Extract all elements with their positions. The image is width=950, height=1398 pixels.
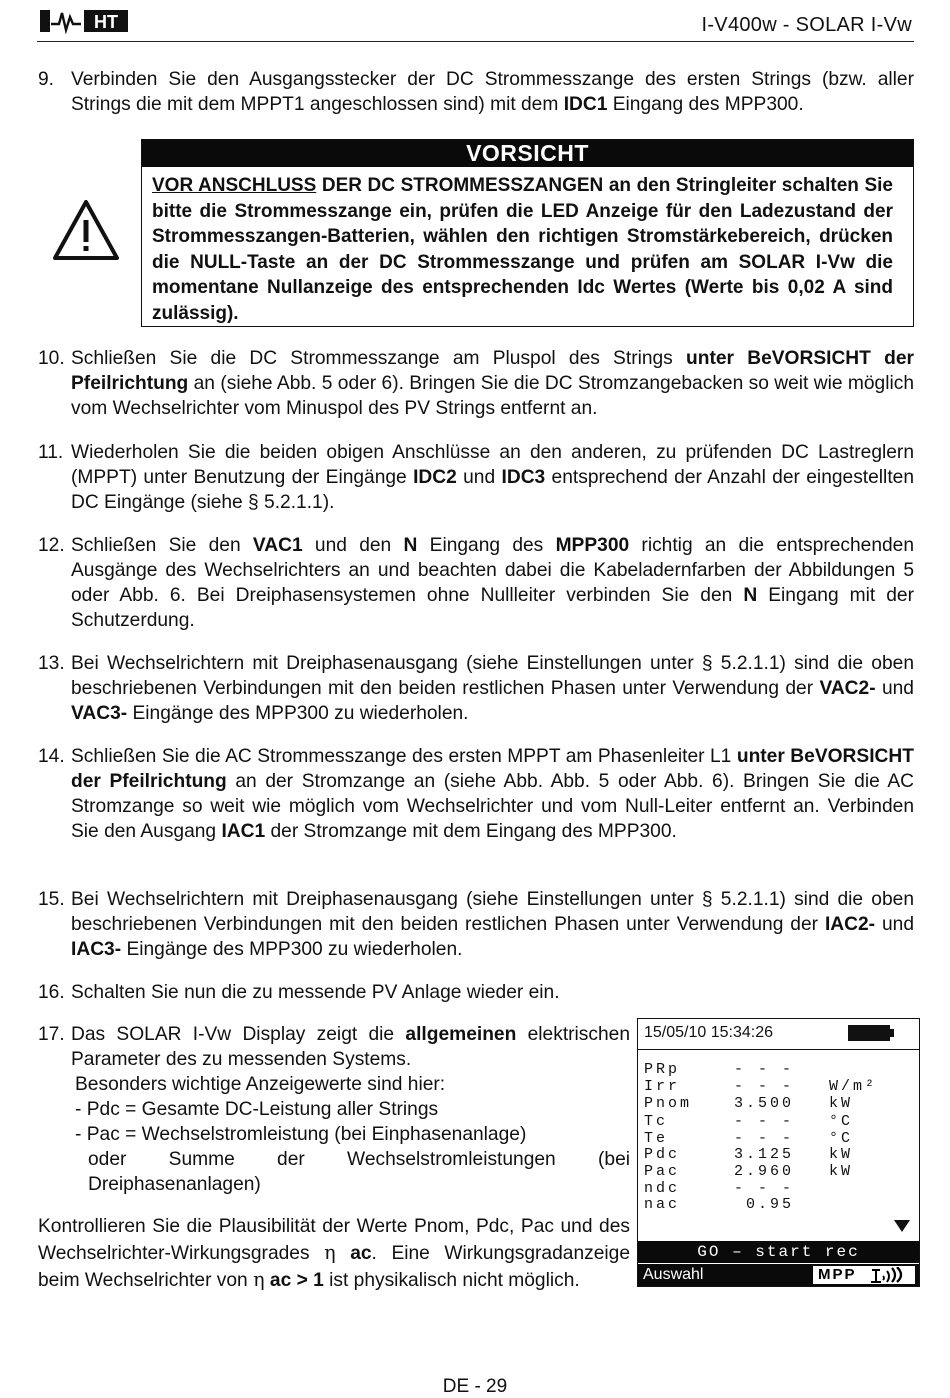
row-value: - - - (734, 1180, 795, 1197)
step-text: Schließen Sie den (71, 535, 253, 556)
row-label: Pdc (644, 1146, 681, 1163)
plausibility-paragraph (38, 1214, 630, 1294)
step-17 (38, 1022, 630, 1197)
row-value: 3.500 (734, 1095, 795, 1112)
step-emphasis: IAC2- (824, 914, 876, 935)
step-emphasis: IDC2 (413, 467, 457, 488)
step-emphasis: IDC1 (563, 94, 608, 115)
row-unit: kW (829, 1163, 854, 1180)
eta-symbol: η (324, 1241, 336, 1264)
step-emphasis: N (743, 585, 758, 606)
step-number: 11. (38, 442, 64, 463)
row-value: - - - (734, 1130, 795, 1147)
step-number: 16. (38, 982, 65, 1003)
row-label: PRp (644, 1061, 681, 1078)
radio-signal-icon (868, 1267, 912, 1283)
row-label: Te (644, 1130, 669, 1147)
row-label: Pac (644, 1163, 681, 1180)
step-emphasis: MPP300 (555, 535, 630, 556)
step-text: Eingänge des MPP300 zu wiederholen. (127, 703, 469, 724)
paragraph-emphasis: ac (350, 1243, 372, 1264)
step-text: und (875, 678, 914, 699)
step-text: Schließen Sie die AC Strommesszange des ersten MPPT am Phasenleiter L1 (71, 746, 737, 767)
step-text: und den (302, 535, 404, 556)
step-text: und (875, 914, 914, 935)
battery-icon (847, 1024, 895, 1042)
step-number: 12. (38, 535, 65, 556)
row-unit: °C (829, 1113, 854, 1130)
step-text: Das SOLAR I-Vw Display zeigt die (71, 1024, 406, 1045)
step-13 (38, 651, 914, 726)
page-number: DE - 29 (442, 1376, 508, 1397)
display-divider (638, 1049, 919, 1050)
step-text: entsprechend der Anzahl der eingestellten DC Eingänge (siehe § 5.2.1.1). (71, 467, 914, 513)
step-text: Bei Wechselrichtern mit Dreiphasenausgang (siehe Einstellungen unter § 5.2.1.1) sind die oben beschriebenen Verbindungen mit den beiden restlichen Phasen unter Verwendung der (71, 653, 914, 699)
row-label: ndc (644, 1180, 681, 1197)
logo-text: HT (94, 12, 118, 32)
ht-logo (37, 8, 130, 34)
caution-underlined: VOR ANSCHLUSS (152, 175, 317, 196)
step-emphasis: IAC3- (71, 939, 122, 960)
paragraph-text: ist physikalisch nicht möglich. (323, 1270, 580, 1291)
go-start-rec-bar[interactable]: GO – start rec (638, 1241, 919, 1263)
row-value: - - - (734, 1061, 795, 1078)
step-emphasis: N (403, 535, 418, 556)
step-text: und (456, 467, 502, 488)
step-emphasis: IDC3 (501, 467, 546, 488)
list-item-pdc: - Pdc = Gesamte DC-Leistung aller Strings (75, 1099, 439, 1120)
caution-title: VORSICHT (142, 140, 913, 167)
list-item-pac-cont: oder Summe der Wechselstromleistungen (bei (88, 1149, 630, 1170)
step-number: 15. (38, 889, 65, 910)
instrument-display (637, 1018, 920, 1287)
caution-box (141, 139, 914, 327)
step-12 (38, 533, 914, 633)
mpp-label: MPP (818, 1266, 857, 1283)
step-emphasis: unter BeVORSICHT der Pfeilrichtung (71, 348, 914, 394)
step-text: Eingang des (417, 535, 556, 556)
row-label: Pnom (644, 1095, 693, 1112)
step-number: 13. (38, 653, 65, 674)
step-11 (38, 440, 914, 515)
step-emphasis: VAC2- (819, 678, 876, 699)
step-text: richtig an die entsprechenden Ausgänge des Wechselrichters an und beachten dabei die Kabeladernfarben der Abbildungen 5 oder Abb. 6. Bei Dreiphasensystemen ohne Nullleiter verbinden Sie den (71, 535, 914, 606)
row-value: 2.960 (734, 1163, 795, 1180)
step-text: Bei Wechselrichtern mit Dreiphasenausgang (siehe Einstellungen unter § 5.2.1.1) sind die oben beschriebenen Verbindungen mit den beiden restlichen Phasen unter Verwendung der (71, 889, 914, 935)
step-text: Verbinden Sie den Ausgangsstecker der DC Strommesszange des ersten Strings (bzw. aller Strings die mit dem MPPT1 angeschlossen sind) mit dem (71, 69, 914, 115)
row-unit: °C (829, 1130, 854, 1147)
row-unit: W/m² (829, 1078, 878, 1095)
step-14 (38, 744, 914, 844)
step-number: 10. (38, 348, 65, 369)
step-text: Eingang mit der Schutzerdung. (71, 585, 914, 631)
step-emphasis: IAC1 (221, 821, 266, 842)
header-divider (37, 41, 914, 42)
row-label: Tc (644, 1113, 669, 1130)
row-unit: kW (829, 1146, 854, 1163)
step-text: Eingang des MPP300. (607, 94, 804, 115)
softkey-bar (638, 1264, 919, 1286)
list-item-pac: - Pac = Wechselstromleistung (bei Einphasenanlage) (75, 1124, 527, 1145)
step-text: Schließen Sie die DC Strommesszange am Pluspol des Strings (71, 348, 687, 369)
row-label: Irr (644, 1078, 681, 1095)
step-emphasis: VAC3- (71, 703, 128, 724)
step-text: elektrischen Parameter des zu messenden Systems. (71, 1024, 630, 1070)
row-value: - - - (734, 1078, 795, 1095)
step-emphasis: VAC1 (252, 535, 303, 556)
scroll-down-arrow-icon[interactable] (893, 1219, 911, 1233)
auswahl-softkey[interactable]: Auswahl (643, 1266, 704, 1283)
step-emphasis: unter BeVORSICHT der Pfeilrichtung (71, 746, 914, 792)
row-value: - - - (734, 1113, 795, 1130)
row-value: 3.125 (734, 1146, 795, 1163)
step-text: an der Stromzange an (siehe Abb. Abb. 5 oder Abb. 6). Bringen Sie die AC Stromzange so weit wie möglich vom Wechselrichter und vom Null-Leiter entfernt an. Verbinden Sie den Ausgang (71, 771, 914, 842)
step-10 (38, 346, 914, 421)
step-text: der Stromzange mit dem Eingang des MPP300. (265, 821, 677, 842)
step-number: 9. (38, 69, 55, 90)
step-15 (38, 887, 914, 962)
paragraph-text: . Eine Wirkungsgradanzeige beim Wechselrichter von (38, 1243, 630, 1291)
list-item-pac-cont: Dreiphasenanlagen) (88, 1174, 261, 1195)
row-label: nac (644, 1196, 681, 1213)
step-text: Eingänge des MPP300 zu wiederholen. (121, 939, 463, 960)
display-datetime: 15/05/10 15:34:26 (644, 1024, 774, 1041)
paragraph-text: Kontrollieren Sie die Plausibilität der Werte Pnom, Pdc, Pac und des Wechselrichter-Wirkungsgrades (38, 1216, 630, 1264)
step-9 (38, 67, 914, 117)
step-number: 17. (38, 1024, 65, 1045)
step-text: Schalten Sie nun die zu messende PV Anlage wieder ein. (71, 982, 560, 1003)
step-16 (38, 980, 914, 1005)
row-unit: kW (829, 1095, 854, 1112)
warning-triangle-icon (52, 198, 120, 262)
step-text: Wiederholen Sie die beiden obigen Anschlüsse an den anderen, zu prüfenden DC Lastreglern (MPPT) unter Benutzung der Eingänge (71, 442, 914, 488)
mpp-softkey[interactable] (813, 1266, 915, 1284)
row-value: 0.95 (745, 1196, 794, 1213)
step-emphasis: allgemeinen (405, 1024, 517, 1045)
caution-text: DER DC STROMMESSZANGEN an den Stringleiter schalten Sie bitte die Strommesszange ein, prüfen die LED Anzeige für den Ladezustand der Strommesszangen-Batterien, wählen den richtigen Stromstärkebereich, drücken die NULL-Taste an der DC Strommesszange und prüfen am SOLAR I-Vw die momentane Nullanzeige des entsprechenden Idc Wertes (Werte bis 0,02 A sind zulässig). (152, 175, 893, 324)
document-title: I-V400w - SOLAR I-Vw (701, 14, 912, 36)
paragraph-emphasis: ac > 1 (269, 1270, 324, 1291)
step-text: an (siehe Abb. 5 oder 6). Bringen Sie die DC Stromzangebacken so weit wie möglich vom Wechselrichter vom Minuspol des PV Strings entfernt an. (71, 373, 914, 419)
step-number: 14. (38, 746, 65, 767)
eta-symbol: η (253, 1268, 265, 1291)
step-text: Besonders wichtige Anzeigewerte sind hier: (75, 1074, 446, 1095)
